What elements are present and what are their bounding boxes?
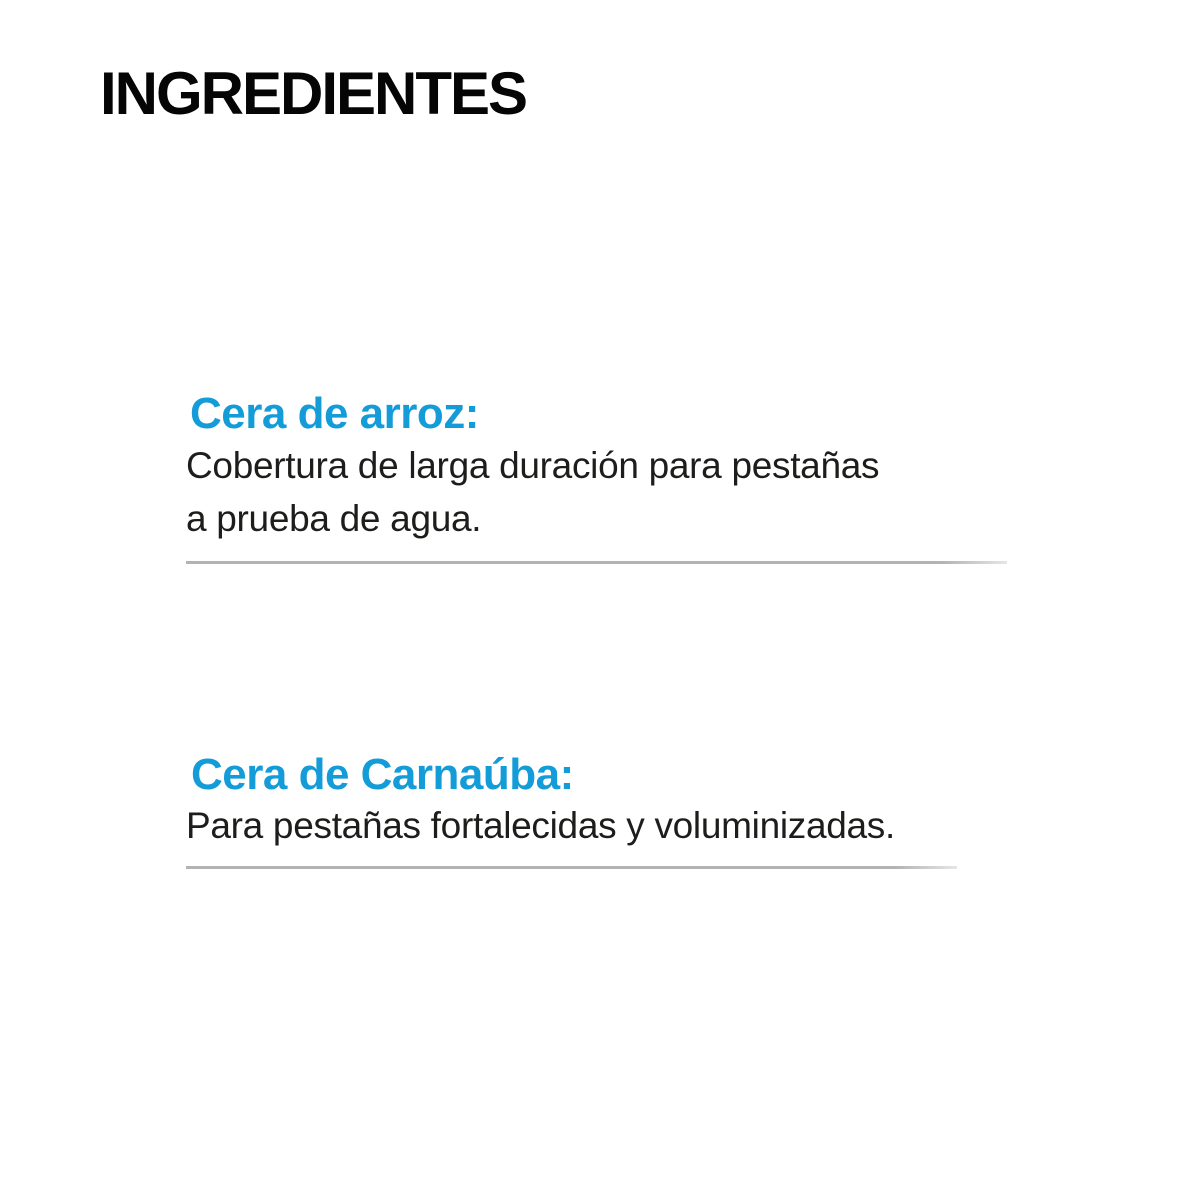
section-divider	[186, 866, 957, 869]
ingredient-description-rice-wax	[186, 439, 879, 545]
description-line: a prueba de agua.	[186, 498, 482, 539]
page-title: INGREDIENTES	[100, 60, 527, 127]
ingredient-heading-carnauba-wax: Cera de Carnaúba:	[191, 750, 574, 799]
description-line: Para pestañas fortalecidas y voluminizadas.	[186, 805, 895, 846]
section-divider	[186, 561, 1007, 564]
ingredient-heading-rice-wax: Cera de arroz:	[190, 389, 479, 438]
ingredient-description-carnauba-wax	[186, 799, 895, 852]
description-line: Cobertura de larga duración para pestañas	[186, 445, 880, 486]
